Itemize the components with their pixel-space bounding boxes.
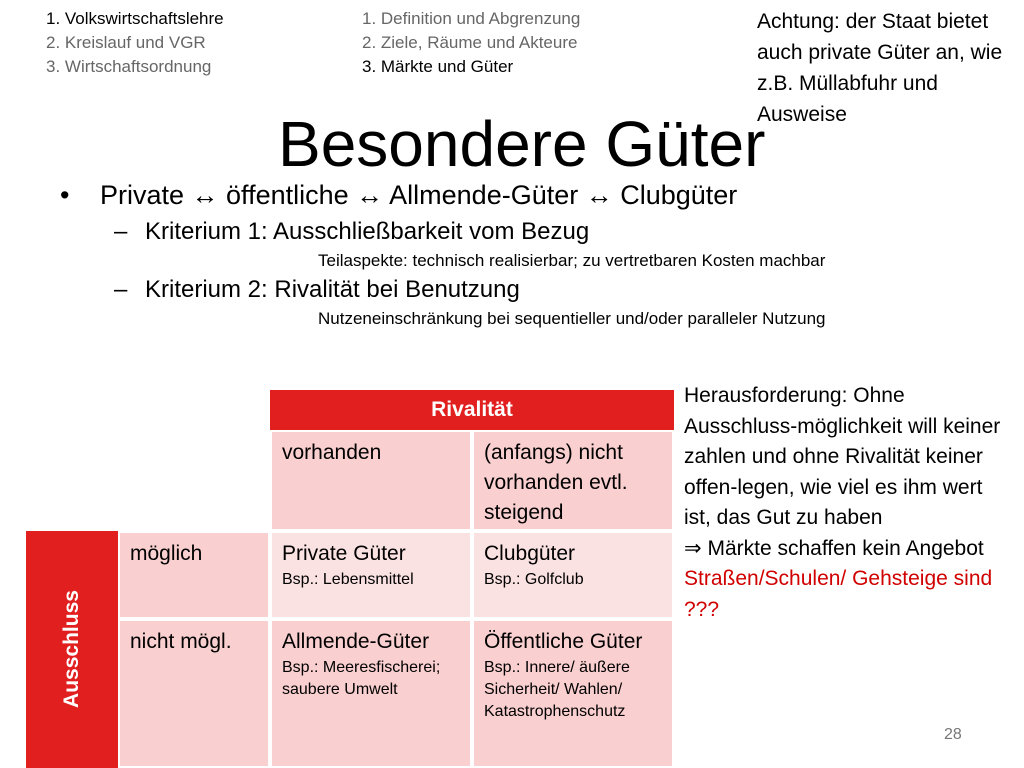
criterion-2-detail: Nutzeneinschränkung bei sequentieller und/oder paralleler Nutzung <box>318 309 826 328</box>
slide-title: Besondere Güter <box>278 108 766 180</box>
criterion-2-text: Kriterium 2: Rivalität bei Benutzung <box>145 276 520 303</box>
page-number: 28 <box>944 726 962 743</box>
dash-icon: – <box>114 276 128 303</box>
col-header-rival: vorhanden <box>270 430 472 531</box>
commons-example: Bsp.: Meeresfischerei; saubere Umwelt <box>282 659 441 698</box>
challenge-note <box>684 381 1014 625</box>
criterion-1-detail: Teilaspekte: technisch realisierbar; zu vertretbaren Kosten machbar <box>318 251 826 270</box>
commons-name: Allmende-Güter <box>282 630 430 653</box>
challenge-question: Straßen/Schulen/ Gehsteige sind ??? <box>684 567 993 621</box>
bullet-goods-types <box>60 180 737 211</box>
criterion-1-text: Kriterium 1: Ausschließbarkeit vom Bezug <box>145 218 590 245</box>
public-goods-name: Öffentliche Güter <box>484 630 643 653</box>
nav-chapters <box>46 7 224 79</box>
bullet-dot-icon: • <box>60 180 70 210</box>
nav-section-2[interactable]: 2. Ziele, Räume und Akteure <box>362 33 578 52</box>
row-header-nonexcludable: nicht mögl. <box>118 619 270 768</box>
club-goods-name: Clubgüter <box>484 542 576 565</box>
warning-note: Achtung: der Staat bietet auch private Güter an, wie z.B. Müllabfuhr und Ausweise <box>757 10 1003 126</box>
cell-public-goods <box>472 619 674 768</box>
rivalry-header: Rivalität <box>270 390 674 430</box>
challenge-consequence: Märkte schaffen kein Angebot <box>707 536 984 560</box>
bullet-criterion-1 <box>114 218 589 246</box>
private-goods-example: Bsp.: Lebensmittel <box>282 571 414 588</box>
col-header-nonrival: (anfangs) nicht vorhanden evtl. steigend <box>472 430 674 531</box>
implies-arrow-icon: ⇒ <box>684 536 702 560</box>
exclusion-header <box>26 531 118 768</box>
nav-chapter-3[interactable]: 3. Wirtschaftsordnung <box>46 57 212 76</box>
bullet-text: Private ↔ öffentliche ↔ Allmende-Güter ↔ Clubgüter <box>100 180 738 210</box>
cell-commons <box>270 619 472 768</box>
nav-chapter-2[interactable]: 2. Kreislauf und VGR <box>46 33 206 52</box>
cell-club-goods <box>472 531 674 619</box>
public-goods-example: Bsp.: Innere/ äußere Sicherheit/ Wahlen/ Katastrophenschutz <box>484 659 630 720</box>
row-header-excludable: möglich <box>118 531 270 619</box>
club-goods-example: Bsp.: Golfclub <box>484 571 584 588</box>
dash-icon: – <box>114 218 128 245</box>
nav-section-3[interactable]: 3. Märkte und Güter <box>362 57 514 76</box>
nav-chapter-1[interactable]: 1. Volkswirtschaftslehre <box>46 9 224 28</box>
exclusion-label: Ausschluss <box>60 590 83 708</box>
bullet-criterion-2 <box>114 276 520 304</box>
private-goods-name: Private Güter <box>282 542 406 565</box>
cell-private-goods <box>270 531 472 619</box>
challenge-text: Herausforderung: Ohne Ausschluss-möglichkeit will keiner zahlen und ohne Rivalität keiner offen-legen, wie viel es ihm wert ist, das Gut zu haben <box>684 384 1001 529</box>
nav-section-1[interactable]: 1. Definition und Abgrenzung <box>362 9 581 28</box>
nav-sections <box>362 7 580 79</box>
